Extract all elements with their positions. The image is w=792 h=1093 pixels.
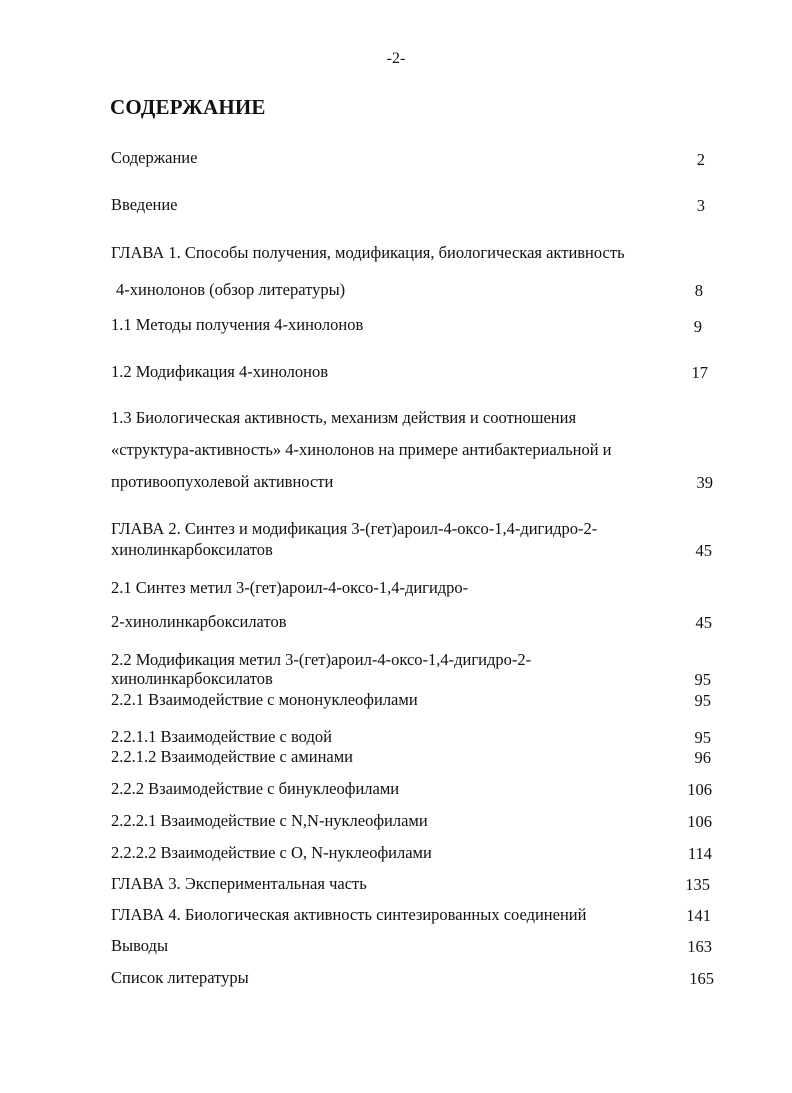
toc-entry-title: Выводы: [111, 936, 169, 955]
toc-entry-page: 95: [694, 728, 711, 747]
toc-entry-title: 1.1 Методы получения 4-хинолонов: [111, 315, 364, 334]
toc-entry-page: 95: [694, 691, 711, 710]
toc-entry-title: 2.2.2.2 Взаимодействие с О, N-нуклеофилами: [111, 843, 432, 862]
toc-entry-title-line: «структура-активность» 4-хинолонов на примере антибактериальной и: [111, 440, 612, 459]
toc-entry-page: 45: [695, 613, 712, 632]
toc-entry-title: 2.2.1.2 Взаимодействие с аминами: [111, 747, 354, 766]
toc-entry-title-line: 2.2 Модификация метил 3-(гет)ароил-4-оксо-1,4-дигидро-2-: [111, 650, 532, 669]
toc-entry-page: 45: [695, 541, 712, 560]
toc-entry-title-line: противоопухолевой активности: [111, 472, 334, 491]
toc-entry-page: 2: [696, 150, 705, 169]
toc-entry-page: 3: [696, 196, 705, 215]
toc-entry-page: 39: [696, 473, 713, 492]
document-heading: СОДЕРЖАНИЕ: [110, 95, 266, 119]
toc-entry-title-line: 4-хинолонов (обзор литературы): [116, 280, 346, 299]
toc-entry-page: 141: [686, 906, 711, 925]
toc-entry-title: ГЛАВА 3. Экспериментальная часть: [111, 874, 367, 893]
toc-entry-title-line: хинолинкарбоксилатов: [111, 540, 273, 559]
toc-entry-page: 106: [687, 812, 712, 831]
toc-entry-page: 95: [694, 670, 711, 689]
toc-entry-page: 9: [693, 317, 702, 336]
toc-entry-title: Список литературы: [111, 968, 249, 987]
toc-entry-page: 96: [694, 748, 711, 767]
toc-entry-title: Содержание: [111, 148, 198, 167]
toc-entry-page: 163: [687, 937, 712, 956]
toc-entry-page: 17: [691, 363, 708, 382]
toc-entry-title-line: 1.3 Биологическая активность, механизм действия и соотношения: [111, 408, 577, 427]
toc-entry-title: 1.2 Модификация 4-хинолонов: [111, 362, 329, 381]
toc-entry-title: 2.2.2 Взаимодействие с бинуклеофилами: [111, 779, 400, 798]
toc-entry-title-line: ГЛАВА 1. Способы получения, модификация, биологическая активность: [111, 243, 625, 262]
toc-entry-title: 2.2.2.1 Взаимодействие с N,N-нуклеофилами: [111, 811, 428, 830]
toc-entry-title: ГЛАВА 4. Биологическая активность синтезированных соединений: [111, 905, 587, 924]
toc-entry-title-line: хинолинкарбоксилатов: [111, 669, 273, 688]
toc-entry-title: 2.2.1.1 Взаимодействие с водой: [111, 727, 332, 746]
toc-entry-title: 2.2.1 Взаимодействие с мононуклеофилами: [111, 690, 418, 709]
toc-entry-page: 165: [689, 969, 714, 988]
toc-entry-page: 114: [687, 844, 712, 863]
toc-entry-page: 106: [687, 780, 712, 799]
toc-entry-title-line: ГЛАВА 2. Синтез и модификация 3-(гет)ароил-4-оксо-1,4-дигидро-2-: [111, 519, 598, 538]
page-number: -2-: [386, 50, 406, 67]
toc-entry-title-line: 2.1 Синтез метил 3-(гет)ароил-4-оксо-1,4-дигидро-: [111, 578, 469, 597]
toc-entry-page: 8: [694, 281, 703, 300]
toc-entry-page: 135: [685, 875, 710, 894]
toc-entry-title-line: 2-хинолинкарбоксилатов: [111, 612, 287, 631]
toc-entry-title: Введение: [111, 195, 178, 214]
